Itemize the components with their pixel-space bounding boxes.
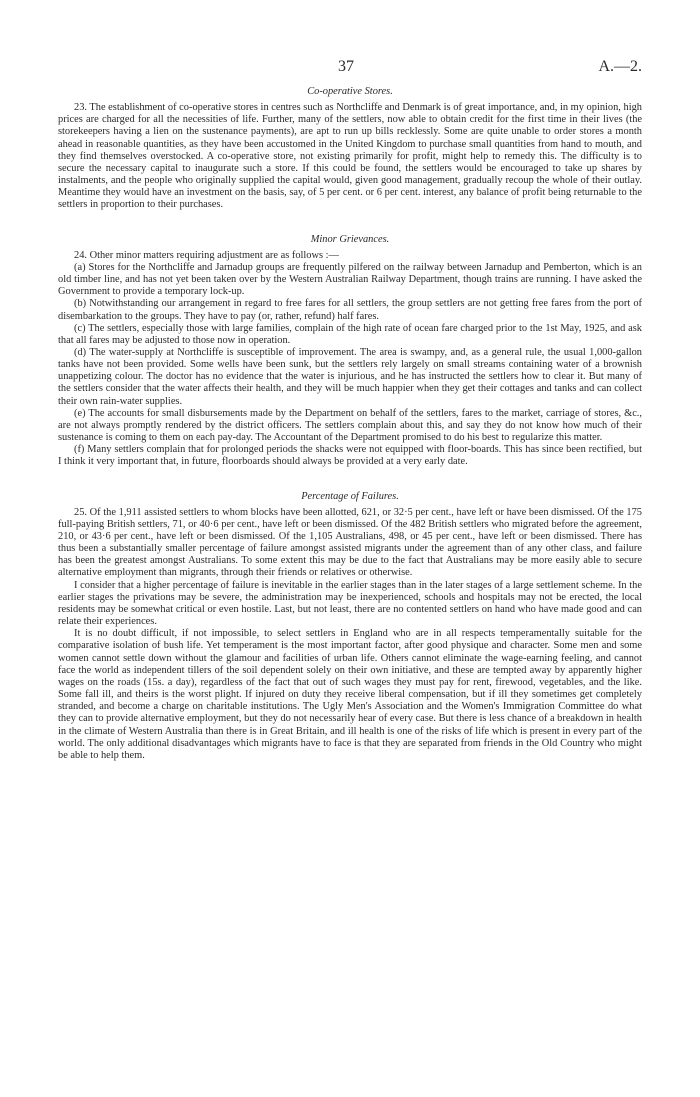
list-item-paragraph: (b) Notwithstanding our arrangement in regard to free fares for all settlers, the group settlers are not getting free fares from the port of disembarkation to the groups. They have to pay (or, rather, refund) half fares. <box>58 298 642 322</box>
paragraph: 25. Of the 1,911 assisted settlers to whom blocks have been allotted, 621, or 32·5 per cent., have left or have been dismissed. Of the 175 full-paying British settlers, 71, or 40·6 per cent., have left or been dismissed. Of the 482 British settlers who migrated before the agreement, 210, or 43·6 per cent., have left or been dismissed. Of the 1,105 Australians, 498, or 45 per cent., have left or been dismissed. There has thus been a substantially smaller percentage of failure amongst assisted migrants under the agreement than of any other class, and failure has been the greatest amongst Australians. To some extent this may be due to the fact that Australians may be more easily able to secure alternative employment than migrants, through their friends or relatives or otherwise. <box>58 506 642 579</box>
list-item-paragraph: (a) Stores for the Northcliffe and Jarnadup groups are frequently pilfered on the railway between Jarnadup and Pemberton, which is an old timber line, and has not yet been taken over by the Western Australian Railway Department, though trains are running. I have asked the Government to provide a temporary lock-up. <box>58 261 642 298</box>
page-body <box>58 86 642 762</box>
section-heading: Percentage of Failures. <box>301 490 399 502</box>
paragraph: 23. The establishment of co-operative stores in centres such as Northcliffe and Denmark is of great importance, and, in my opinion, high prices are charged for all the necessities of life. Further, many of the settlers, now able to obtain credit for the first time in their lives (the storekeepers having a lien on the sustenance payments), are apt to run up bills recklessly. Some are quite unable to order stores a month ahead in reasonable quantities, as they have been accustomed in the United Kingdom to purchase small quantities from hand to mouth, and they find themselves overstocked. A co-operative store, not existing primarily for profit, might help to remedy this. The difficulty is to secure the necessary capital to inaugurate such a store. If this could be found, the settlers would be encouraged to take up shares by instalments, and the people who originally supplied the capital would, given good management, gradually recoup the whole of their outlay. Meantime they would have an investment on the basis, say, of 5 per cent. or 6 per cent. interest, any balance of profit being returnable to the settlers in proportion to their purchases. <box>58 102 642 211</box>
paragraph: I consider that a higher percentage of failure is inevitable in the earlier stages than in the later stages of a large settlement scheme. In the earlier stages the privations may be severe, the administration may be inexperienced, schools and hospitals may not be erected, the local residents may be somewhat critical or even hostile. Last, but not least, there are no contented settlers on hand who have made good and can relate their experiences. <box>58 579 642 628</box>
page-number: 37 <box>338 58 354 75</box>
list-item-paragraph: (c) The settlers, especially those with large families, complain of the high rate of ocean fare charged prior to the 1st May, 1925, and ask that all fares may be adjusted to those now in operation. <box>58 322 642 346</box>
section-heading: Minor Grievances. <box>310 233 390 245</box>
list-item-paragraph: (e) The accounts for small disbursements made by the Department on behalf of the settlers, fares to the market, carriage of stores, &c., are not always promptly rendered by the district officers. The settlers complain about this, and say they do not know how much of their sustenance is coming to them on each pay-day. The Accountant of the Department promised to do his best to regularize this matter. <box>58 407 642 444</box>
section-heading: Co-operative Stores. <box>307 86 393 97</box>
paragraph: It is no doubt difficult, if not impossible, to select settlers in England who are in all respects temperamentally suitable for the comparative isolation of bush life. Yet temperament is the most important factor, after good physique and character. Some men and some women cannot settle down without the glamour and facilities of urban life. Others cannot eliminate the wage-earning feeling, and cannot face the world as independent tillers of the soil dependent solely on their own initiative, and these are tempted away by apparently higher wages on the roads (15s. a day), regardless of the fact that out of such wages they must pay for rent, firewood, vegetables, and the like. Some fall ill, and theirs is the worst plight. If injured on duty they receive liberal compensation, but if ill they sometimes get completely stranded, and become a charge on charitable institutions. The Ugly Men's Association and the Women's Immigration Committee do what they can to provide alternative employment, but they do not necessarily hear of every case. But there is less chance of a breakdown in health in the climate of Western Australia than there is in Great Britain, and ill health is one of the risks of life which is present in every part of the world. The only additional disadvantages which migrants have to face is that they are separated from friends in the Old Country who might be able to help them. <box>58 628 642 761</box>
list-item-paragraph: (f) Many settlers complain that for prolonged periods the shacks were not equipped with floor-boards. This has since been rectified, but I think it very important that, in future, floorboards should always be provided at a very early date. <box>58 444 642 468</box>
paragraph: 24. Other minor matters requiring adjustment are as follows :— <box>74 249 339 261</box>
list-item-paragraph: (d) The water-supply at Northcliffe is susceptible of improvement. The area is swampy, and, as a general rule, the usual 1,000-gallon tanks have not been provided. Some wells have been sunk, but the settlers rely largely on small streams containing water of a brownish unappetizing colour. The doctor has no evidence that the water is injurious, and he has instructed the settlers how to clear it. But many of the settlers consider that the water affects their health, and they will be much happier when they get their cottages and tanks and can collect their own rain-water supplies. <box>58 346 642 407</box>
page-header <box>0 58 700 80</box>
document-reference: A.—2. <box>598 58 642 75</box>
